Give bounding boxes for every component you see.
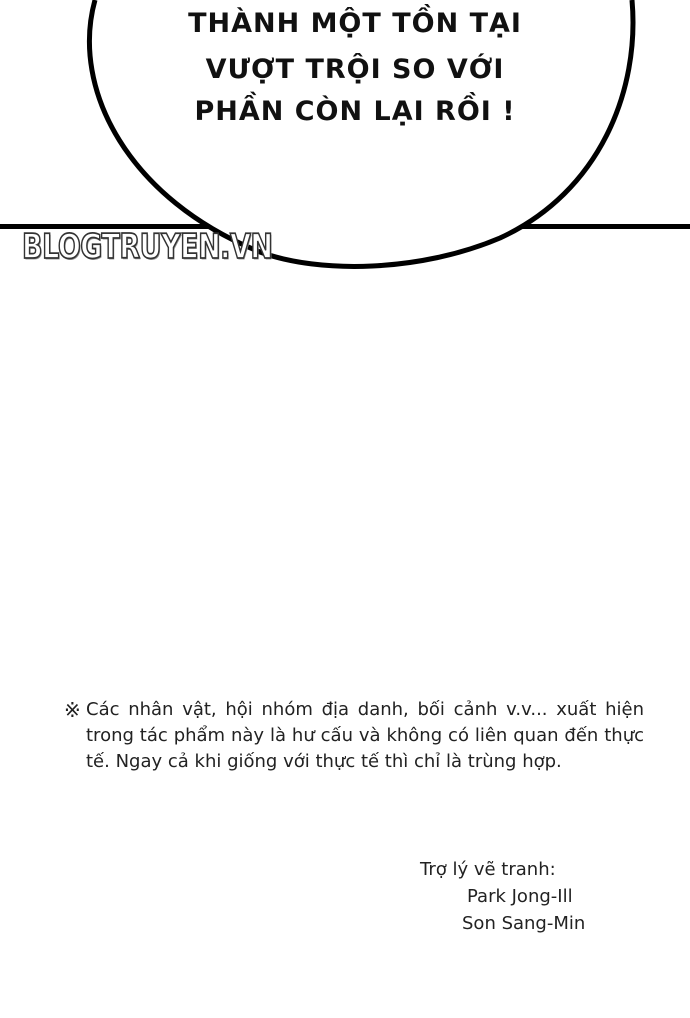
watermark-logo: BLOGTRUYEN.VN [22, 228, 273, 267]
credits-name: Park Jong-Ill [467, 886, 573, 907]
credits-title: Trợ lý vẽ tranh: [420, 859, 556, 880]
disclaimer-text: Các nhân vật, hội nhóm địa danh, bối cảnh v.v... xuất hiện trong tác phẩm này là hư cấu và không có liên quan đến thực tế. Ngay cả khi giống với thực tế thì chỉ là trùng hợp. [86, 699, 644, 772]
speech-line-1: THÀNH MỘT TỒN TẠI [188, 8, 522, 39]
reference-mark-icon: ※ [64, 698, 81, 722]
speech-line-2: VƯỢT TRỘI SO VỚI [205, 54, 505, 85]
disclaimer [64, 697, 644, 775]
speech-line-3: PHẦN CÒN LẠI RỒI ! [194, 96, 516, 127]
credits-name: Son Sang-Min [462, 913, 586, 934]
